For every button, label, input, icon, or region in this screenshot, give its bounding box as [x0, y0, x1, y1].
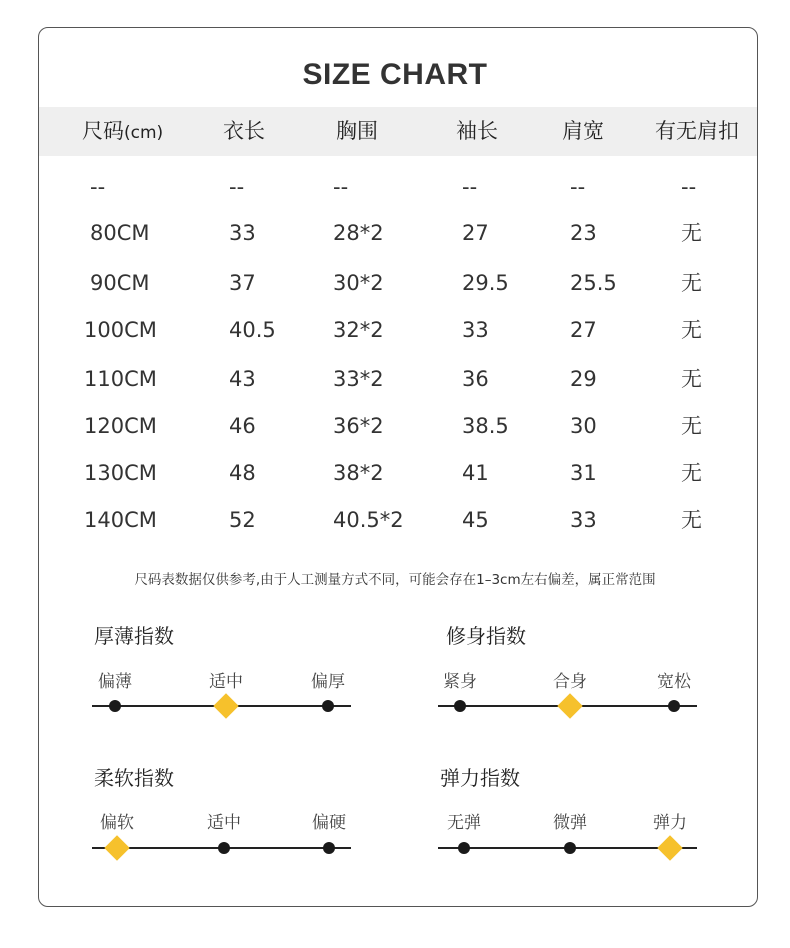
cell-size: 120CM — [84, 414, 157, 438]
cell-sleeve: 29.5 — [462, 271, 509, 295]
cell-sleeve: 36 — [462, 367, 489, 391]
cell-chest: 38*2 — [333, 461, 384, 485]
softness-index-title: 柔软指数 — [94, 766, 174, 790]
cell-chest: 30*2 — [333, 271, 384, 295]
thickness-scale-label: 偏厚 — [311, 672, 345, 692]
header-shoulder: 肩宽 — [562, 119, 604, 143]
cell-shoulder: 31 — [570, 461, 597, 485]
cell-chest: 33*2 — [333, 367, 384, 391]
thickness-scale-label: 偏薄 — [98, 672, 132, 692]
header-length: 衣长 — [223, 119, 265, 143]
header-buttons: 有无肩扣 — [655, 119, 739, 143]
elasticity-scale-dot — [564, 842, 576, 854]
softness-scale-label: 偏硬 — [312, 813, 346, 833]
thickness-index-title: 厚薄指数 — [94, 624, 174, 648]
softness-scale-label: 偏软 — [100, 813, 134, 833]
cell-buttons: 无 — [681, 221, 702, 245]
cell-size: 80CM — [90, 221, 150, 245]
cell-chest: 36*2 — [333, 414, 384, 438]
cell-size: -- — [90, 175, 106, 199]
cell-buttons: 无 — [681, 508, 702, 532]
cell-shoulder: 25.5 — [570, 271, 617, 295]
cell-length: 33 — [229, 221, 256, 245]
fit-scale-dot — [454, 700, 466, 712]
header-size-unit: (cm) — [124, 123, 164, 143]
cell-sleeve: 33 — [462, 318, 489, 342]
cell-chest: 32*2 — [333, 318, 384, 342]
cell-size: 90CM — [90, 271, 150, 295]
fit-index-title: 修身指数 — [446, 624, 526, 648]
cell-size: 130CM — [84, 461, 157, 485]
cell-buttons: -- — [681, 175, 697, 199]
softness-scale-label: 适中 — [207, 813, 241, 833]
header-size — [82, 107, 163, 156]
cell-shoulder: 33 — [570, 508, 597, 532]
cell-length: -- — [229, 175, 245, 199]
cell-shoulder: 23 — [570, 221, 597, 245]
elasticity-scale-dot — [458, 842, 470, 854]
chart-title: SIZE CHART — [302, 58, 488, 91]
fit-scale-dot — [668, 700, 680, 712]
elasticity-scale-label: 无弹 — [447, 813, 481, 833]
fit-scale-label: 合身 — [553, 672, 587, 692]
header-size-label: 尺码 — [82, 119, 124, 143]
cell-sleeve: 41 — [462, 461, 489, 485]
thickness-scale-dot — [322, 700, 334, 712]
cell-buttons: 无 — [681, 271, 702, 295]
cell-shoulder: 30 — [570, 414, 597, 438]
cell-chest: -- — [333, 175, 349, 199]
cell-shoulder: 27 — [570, 318, 597, 342]
cell-shoulder: -- — [570, 175, 586, 199]
cell-sleeve: 45 — [462, 508, 489, 532]
cell-size: 110CM — [84, 367, 157, 391]
elasticity-index-title: 弹力指数 — [440, 766, 520, 790]
fit-scale-label: 宽松 — [657, 672, 691, 692]
thickness-scale-label: 适中 — [209, 672, 243, 692]
fit-scale-label: 紧身 — [443, 672, 477, 692]
cell-length: 52 — [229, 508, 256, 532]
cell-buttons: 无 — [681, 461, 702, 485]
header-chest: 胸围 — [336, 119, 378, 143]
cell-buttons: 无 — [681, 367, 702, 391]
cell-chest: 40.5*2 — [333, 508, 404, 532]
cell-sleeve: -- — [462, 175, 478, 199]
cell-length: 43 — [229, 367, 256, 391]
cell-shoulder: 29 — [570, 367, 597, 391]
cell-buttons: 无 — [681, 414, 702, 438]
cell-sleeve: 27 — [462, 221, 489, 245]
measurement-note: 尺码表数据仅供参考,由于人工测量方式不同，可能会存在1–3cm左右偏差，属正常范围 — [134, 572, 656, 588]
softness-scale-dot — [323, 842, 335, 854]
cell-length: 40.5 — [229, 318, 276, 342]
softness-scale-dot — [218, 842, 230, 854]
cell-length: 48 — [229, 461, 256, 485]
cell-length: 46 — [229, 414, 256, 438]
cell-length: 37 — [229, 271, 256, 295]
cell-chest: 28*2 — [333, 221, 384, 245]
header-sleeve: 袖长 — [456, 119, 498, 143]
elasticity-scale-label: 微弹 — [553, 813, 587, 833]
thickness-scale-dot — [109, 700, 121, 712]
cell-buttons: 无 — [681, 318, 702, 342]
elasticity-scale-label: 弹力 — [653, 813, 687, 833]
cell-sleeve: 38.5 — [462, 414, 509, 438]
cell-size: 140CM — [84, 508, 157, 532]
cell-size: 100CM — [84, 318, 157, 342]
